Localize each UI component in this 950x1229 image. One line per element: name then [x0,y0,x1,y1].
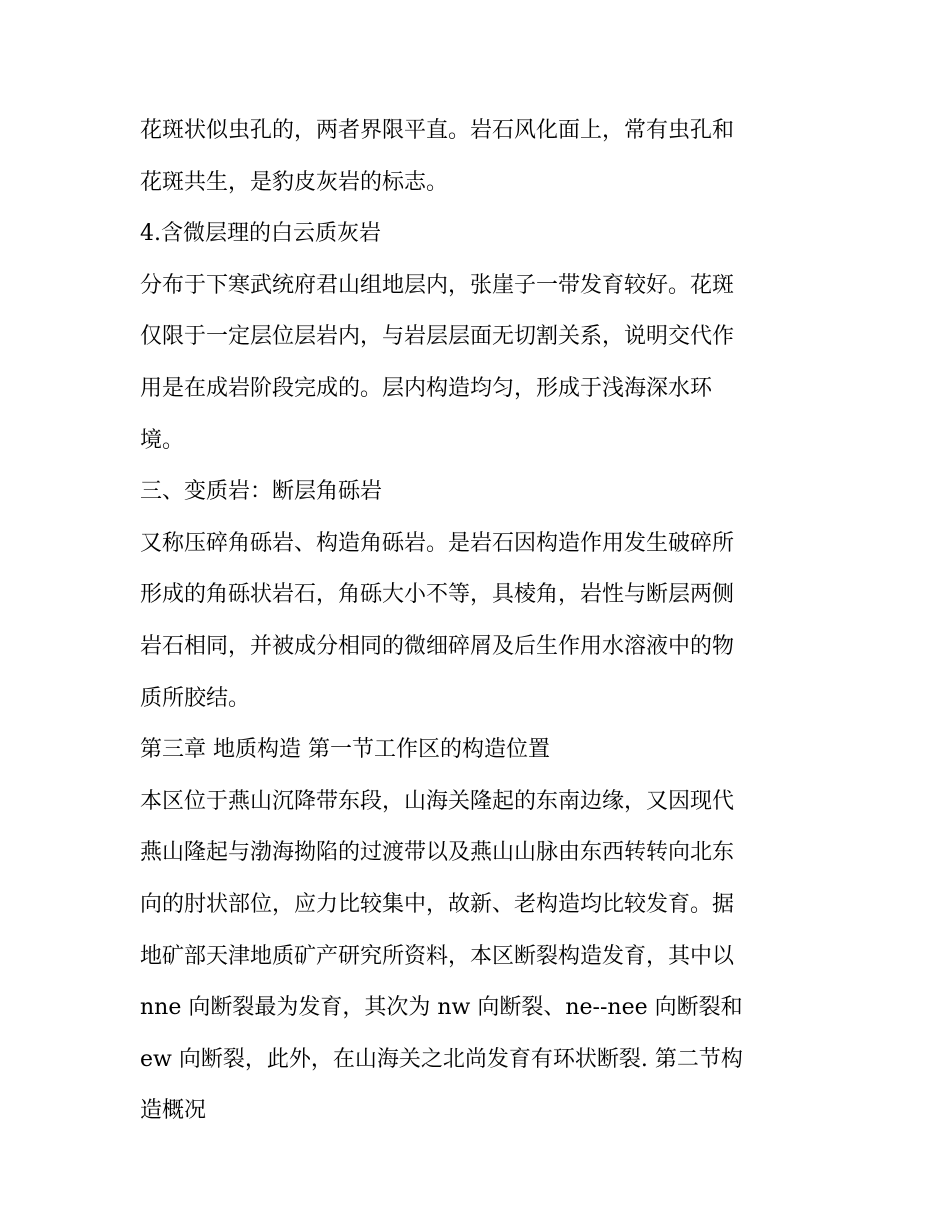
text-line: 造概况 [140,1098,207,1124]
section-heading: 三、变质岩：断层角砾岩 [140,479,383,505]
text-line: 用是在成岩阶段完成的。层内构造均匀，形成于浅海深水环 [140,375,713,401]
text-line: 本区位于燕山沉降带东段，山海关隆起的东南边缘，又因现代 [140,788,735,814]
text-line: ew 向断裂，此外，在山海关之北尚发育有环状断裂. 第二节构 [140,1046,743,1072]
section-heading: 4.含微层理的白云质灰岩 [140,221,381,247]
document-page [140,105,815,1137]
text-line: nne 向断裂最为发育，其次为 nw 向断裂、ne--nee 向断裂和 [140,995,743,1021]
text-line: 花斑状似虫孔的，两者界限平直。岩石风化面上，常有虫孔和 [140,118,735,143]
text-line: 地矿部天津地质矿产研究所资料，本区断裂构造发育，其中以 [140,943,735,969]
text-line: 境。 [140,427,185,453]
text-line: 分布于下寒武统府君山组地层内，张崖子一带发育较好。花斑 [140,272,735,298]
text-line: 又称压碎角砾岩、构造角砾岩。是岩石因构造作用发生破碎所 [140,530,735,556]
text-line: 燕山隆起与渤海拗陷的过渡带以及燕山山脉由东西转转向北东 [140,840,735,866]
text-line: 仅限于一定层位层岩内，与岩层层面无切割关系，说明交代作 [140,324,735,350]
text-line: 形成的角砾状岩石，角砾大小不等，具棱角，岩性与断层两侧 [140,582,735,608]
text-line: 向的肘状部位，应力比较集中，故新、老构造均比较发育。据 [140,891,735,917]
chapter-heading: 第三章 地质构造 第一节工作区的构造位置 [140,737,550,763]
text-line: 花斑共生，是豹皮灰岩的标志。 [140,169,449,195]
text-line: 岩石相同，并被成分相同的微细碎屑及后生作用水溶液中的物 [140,633,735,659]
text-line: 质所胶结。 [140,685,251,711]
